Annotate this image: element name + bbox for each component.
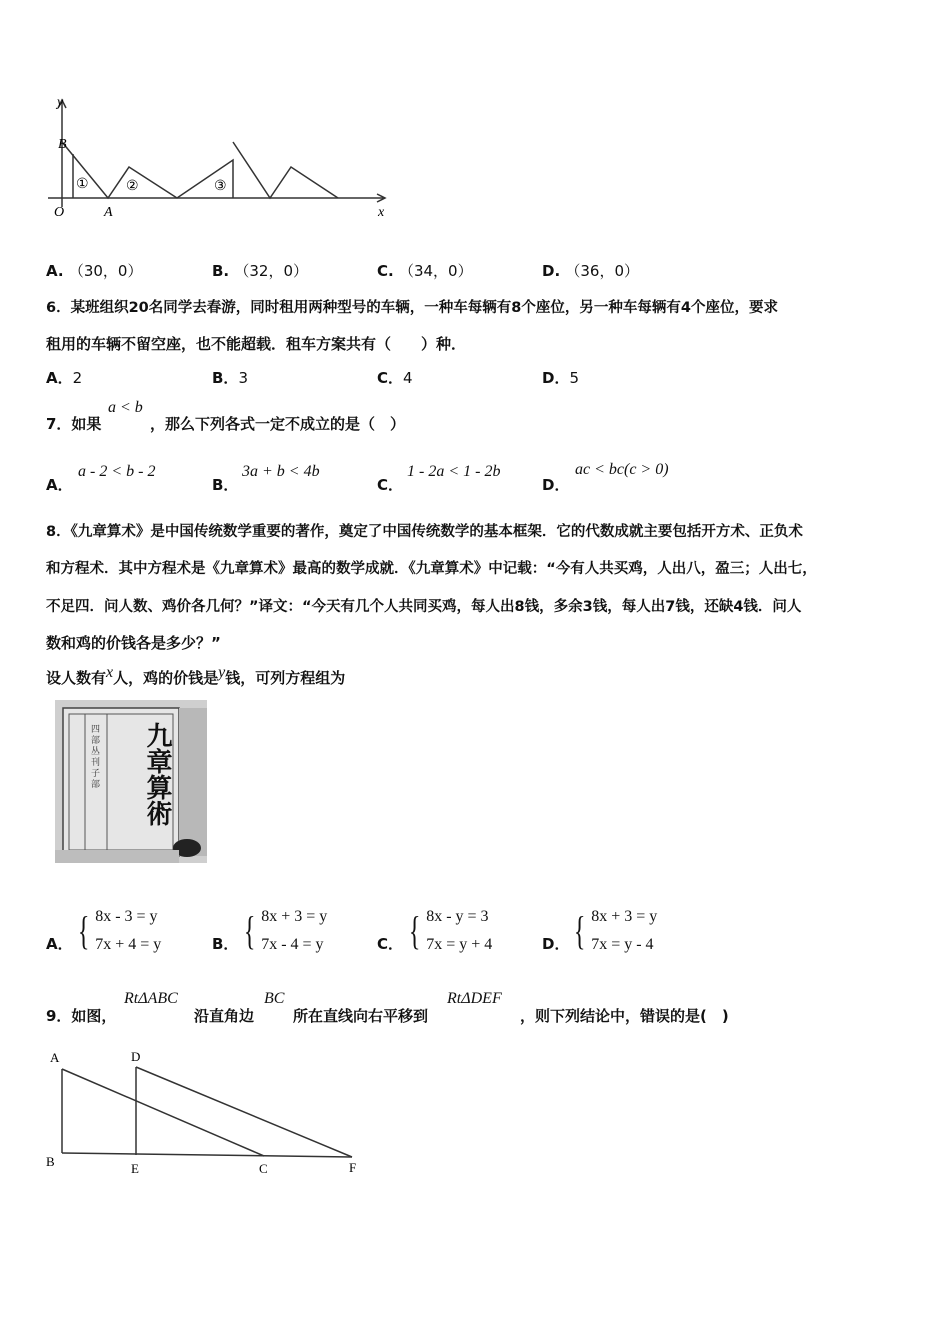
region3-label: ③ xyxy=(214,179,227,194)
option-letter: B. xyxy=(212,262,230,280)
equation-1: 8x - 3 = y xyxy=(95,908,158,925)
equation-2: 7x + 4 = y xyxy=(95,936,162,953)
q7-option-a-expr: a - 2 < b - 2 xyxy=(78,463,156,480)
option-letter: A. xyxy=(46,262,64,280)
option-letter: C． xyxy=(377,369,404,387)
q6-option-d[interactable] xyxy=(542,367,579,388)
zigzag-graph xyxy=(40,92,400,222)
q6-option-c[interactable] xyxy=(377,367,413,388)
q8-line1: 8．《九章算术》是中国传统数学重要的著作，奠定了中国传统数学的基本框架．它的代数成就主要包括开方术、正负术 xyxy=(46,524,803,540)
option-value: 3 xyxy=(238,369,248,387)
brace-icon: { xyxy=(408,908,421,953)
region2-label: ② xyxy=(126,179,139,194)
q5-option-c[interactable] xyxy=(377,260,473,281)
q8-option-a-letter[interactable]: A． xyxy=(46,935,73,953)
q8-line5-part-b: 人，鸡的价钱是 xyxy=(113,669,219,687)
label-d: D xyxy=(131,1049,141,1064)
q8-option-b-letter[interactable]: B． xyxy=(212,935,239,953)
option-value: （36，0） xyxy=(565,262,640,280)
q6-line1: 6．某班组织20名同学去春游，同时租用两种型号的车辆，一种车每辆有8个座位，另一种车每辆有4个座位，要求 xyxy=(46,300,778,316)
q8-line4: 数和鸡的价钱各是多少？” xyxy=(46,634,221,652)
graph-point-b-label: B xyxy=(58,137,67,152)
baseline-bf xyxy=(62,1153,352,1157)
q8-line5-part-a: 设人数有 xyxy=(46,669,107,687)
q7-option-c-letter[interactable]: C． xyxy=(377,476,404,494)
q6-line2: 租用的车辆不留空座，也不能超载．租车方案共有（ ）种． xyxy=(46,335,467,353)
option-letter: B． xyxy=(212,369,239,387)
q9-mid2: 所在直线向右平移到 xyxy=(293,1007,429,1025)
q8-line5-part-c: 钱，可列方程组为 xyxy=(225,669,346,687)
book-image xyxy=(55,700,207,863)
q9-side-bc: BC xyxy=(264,990,285,1007)
book-title: 九章算術 xyxy=(142,722,172,826)
equation-1: 8x + 3 = y xyxy=(591,908,658,925)
q7-prefix: 7．如果 xyxy=(46,415,102,433)
q7-option-d-letter[interactable]: D． xyxy=(542,476,570,494)
q9-triangle-def: RtΔDEF xyxy=(447,990,502,1007)
option-value: 5 xyxy=(569,369,579,387)
q8-option-d-system xyxy=(570,903,657,959)
option-letter: D． xyxy=(542,369,570,387)
q8-line2: 和方程术．其中方程术是《九章算术》最高的数学成就．《九章算术》中记载：“今有人共买鸡，人出八，盈三；人出七， xyxy=(46,561,817,577)
option-value: 4 xyxy=(403,369,413,387)
label-b: B xyxy=(46,1154,55,1169)
option-value: 2 xyxy=(72,369,83,387)
q8-option-c-system xyxy=(405,903,492,959)
q9-suffix: ，则下列结论中，错误的是( ) xyxy=(520,1007,729,1025)
q5-option-a[interactable] xyxy=(46,260,142,281)
q7-option-c-expr: 1 - 2a < 1 - 2b xyxy=(407,463,501,480)
graph-origin-label: O xyxy=(54,205,65,220)
graph-x-label: x xyxy=(378,205,385,220)
option-letter: C. xyxy=(377,262,394,280)
zigzag-path-2 xyxy=(233,142,338,198)
q9-triangle-abc: RtΔABC xyxy=(124,990,178,1007)
q8-line3: 不足四．问人数、鸡价各几何？”译文：“今天有几个人共同买鸡，每人出8钱，多余3钱，每人出7钱，还缺4钱．问人 xyxy=(46,599,802,615)
q7-option-b-letter[interactable]: B． xyxy=(212,476,239,494)
q8-option-c-letter[interactable]: C． xyxy=(377,935,404,953)
option-letter: D. xyxy=(542,262,561,280)
brace-icon: { xyxy=(77,908,90,953)
brace-icon: { xyxy=(573,908,586,953)
brace-icon: { xyxy=(243,908,256,953)
equation-1: 8x + 3 = y xyxy=(261,908,328,925)
var-x: x xyxy=(106,664,114,681)
q7-option-b-expr: 3a + b < 4b xyxy=(242,463,320,480)
equation-2: 7x - 4 = y xyxy=(261,936,324,953)
q7-condition: a < b xyxy=(108,399,143,416)
graph-point-a-label: A xyxy=(104,205,113,220)
q5-option-d[interactable] xyxy=(542,260,639,281)
q7-option-a-letter[interactable]: A． xyxy=(46,476,73,494)
segment-ac xyxy=(62,1069,264,1156)
option-value: （34，0） xyxy=(398,262,473,280)
q8-option-d-letter[interactable]: D． xyxy=(542,935,570,953)
option-value: （32，0） xyxy=(234,262,309,280)
label-f: F xyxy=(349,1160,357,1175)
triangle-translation-figure xyxy=(40,1045,370,1180)
label-a: A xyxy=(50,1050,60,1065)
graph-y-label: y xyxy=(57,95,64,110)
q7-suffix: ，那么下列各式一定不成立的是（ ） xyxy=(150,415,406,433)
var-y: y xyxy=(218,664,226,681)
equation-2: 7x = y - 4 xyxy=(591,936,654,953)
label-e: E xyxy=(131,1161,139,1176)
q5-option-b[interactable] xyxy=(212,260,308,281)
book-side-text: 四部丛刊子部 xyxy=(89,724,99,790)
q9-prefix: 9．如图， xyxy=(46,1007,117,1025)
equation-1: 8x - y = 3 xyxy=(426,908,489,925)
option-value: （30，0） xyxy=(68,262,143,280)
q6-option-b[interactable] xyxy=(212,367,248,388)
segment-df xyxy=(136,1067,352,1157)
q9-mid1: 沿直角边 xyxy=(194,1007,255,1025)
region1-label: ① xyxy=(76,177,89,192)
label-c: C xyxy=(259,1161,268,1176)
q8-line5 xyxy=(46,664,346,688)
q8-option-b-system xyxy=(240,903,327,959)
option-letter: A． xyxy=(46,369,73,387)
equation-2: 7x = y + 4 xyxy=(426,936,493,953)
q8-option-a-system xyxy=(74,903,161,959)
q6-option-a[interactable] xyxy=(46,367,82,388)
q7-option-d-expr: ac < bc(c > 0) xyxy=(575,461,669,478)
